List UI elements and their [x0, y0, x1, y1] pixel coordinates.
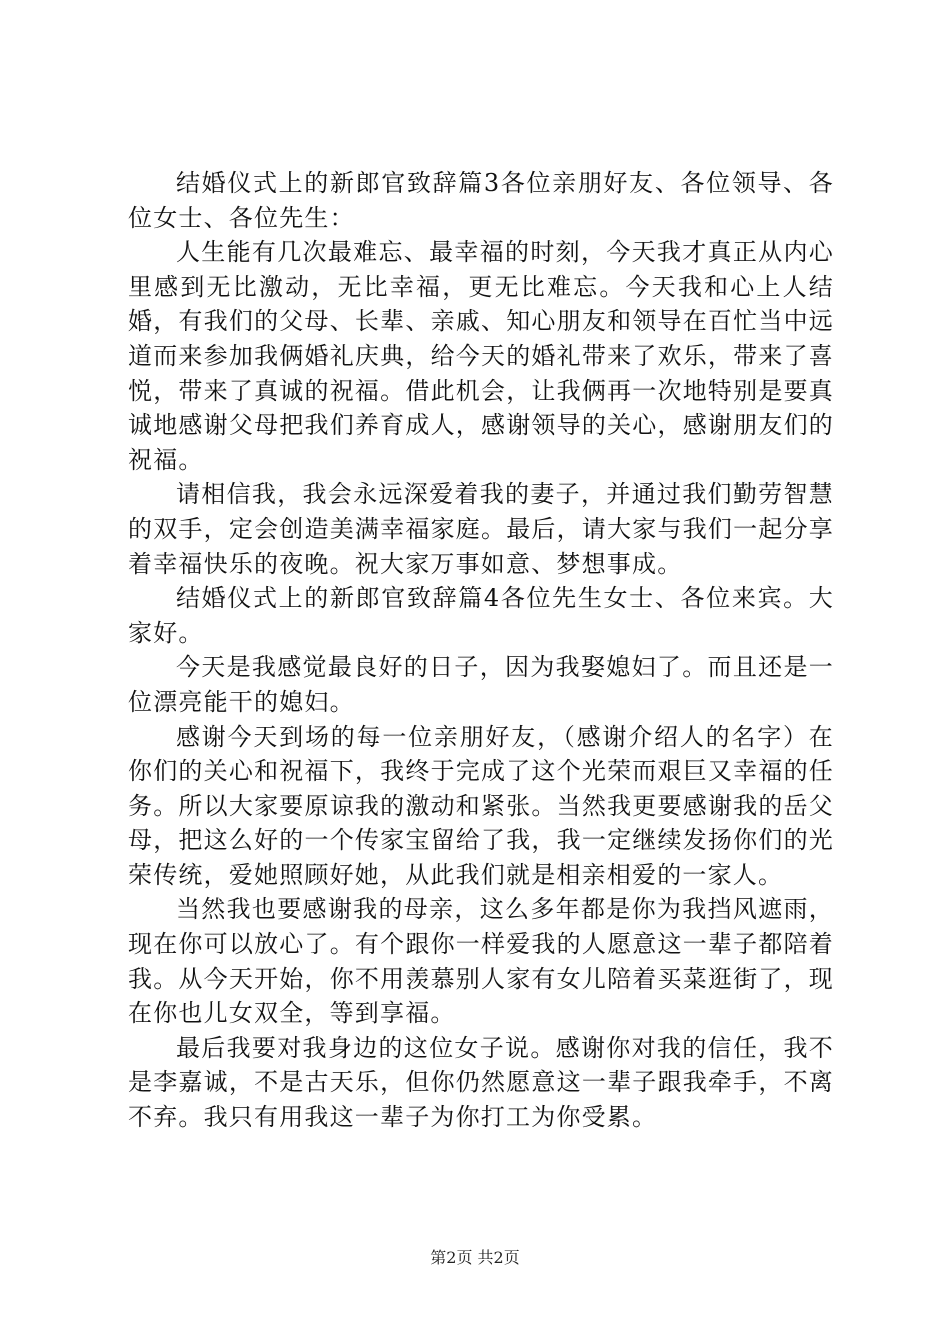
paragraph-section-3-heading: 结婚仪式上的新郎官致辞篇3各位亲朋好友、各位领导、各位女士、各位先生： [128, 169, 834, 232]
paragraph-best-day: 今天是我感觉最良好的日子，因为我娶媳妇了。而且还是一位漂亮能干的媳妇。 [128, 653, 834, 716]
paragraph-memorable-moment: 人生能有几次最难忘、最幸福的时刻，今天我才真正从内心里感到无比激动，无比幸福，更无比难忘。今天我和心上人结婚，有我们的父母、长辈、亲戚、知心朋友和领导在百忙当中远道而来参加我俩婚礼庆典，给今天的婚礼带来了欢乐，带来了喜悦，带来了真诚的祝福。借此机会，让我俩再一次地特别是要真诚地感谢父母把我们养育成人，感谢领导的关心，感谢朋友们的祝福。 [128, 238, 834, 474]
paragraph-section-4-heading: 结婚仪式上的新郎官致辞篇4各位先生女士、各位来宾。大家好。 [128, 584, 834, 647]
paragraph-promise-to-wife: 请相信我，我会永远深爱着我的妻子，并通过我们勤劳智慧的双手，定会创造美满幸福家庭。最后，请大家与我们一起分享着幸福快乐的夜晚。祝大家万事如意、梦想事成。 [128, 480, 834, 578]
page-number-footer: 第2页 共2页 [430, 1248, 520, 1267]
document-body [128, 166, 834, 1135]
paragraph-thanks-mother: 当然我也要感谢我的母亲，这么多年都是你为我挡风遮雨，现在你可以放心了。有个跟你一样爱我的人愿意这一辈子都陪着我。从今天开始，你不用羡慕别人家有女儿陪着买菜逛街了，现在你也儿女双全，等到享福。 [128, 895, 834, 1028]
paragraph-thanks-guests: 感谢今天到场的每一位亲朋好友，（感谢介绍人的名字）在你们的关心和祝福下，我终于完成了这个光荣而艰巨又幸福的任务。所以大家要原谅我的激动和紧张。当然我更要感谢我的岳父母，把这么好的一个传家宝留给了我，我一定继续发扬你们的光荣传统，爱她照顾好她，从此我们就是相亲相爱的一家人。 [128, 722, 834, 889]
paragraph-words-to-bride: 最后我要对我身边的这位女子说。感谢你对我的信任，我不是李嘉诚，不是古天乐，但你仍然愿意这一辈子跟我牵手，不离不弃。我只有用我这一辈子为你打工为你受累。 [128, 1033, 834, 1132]
